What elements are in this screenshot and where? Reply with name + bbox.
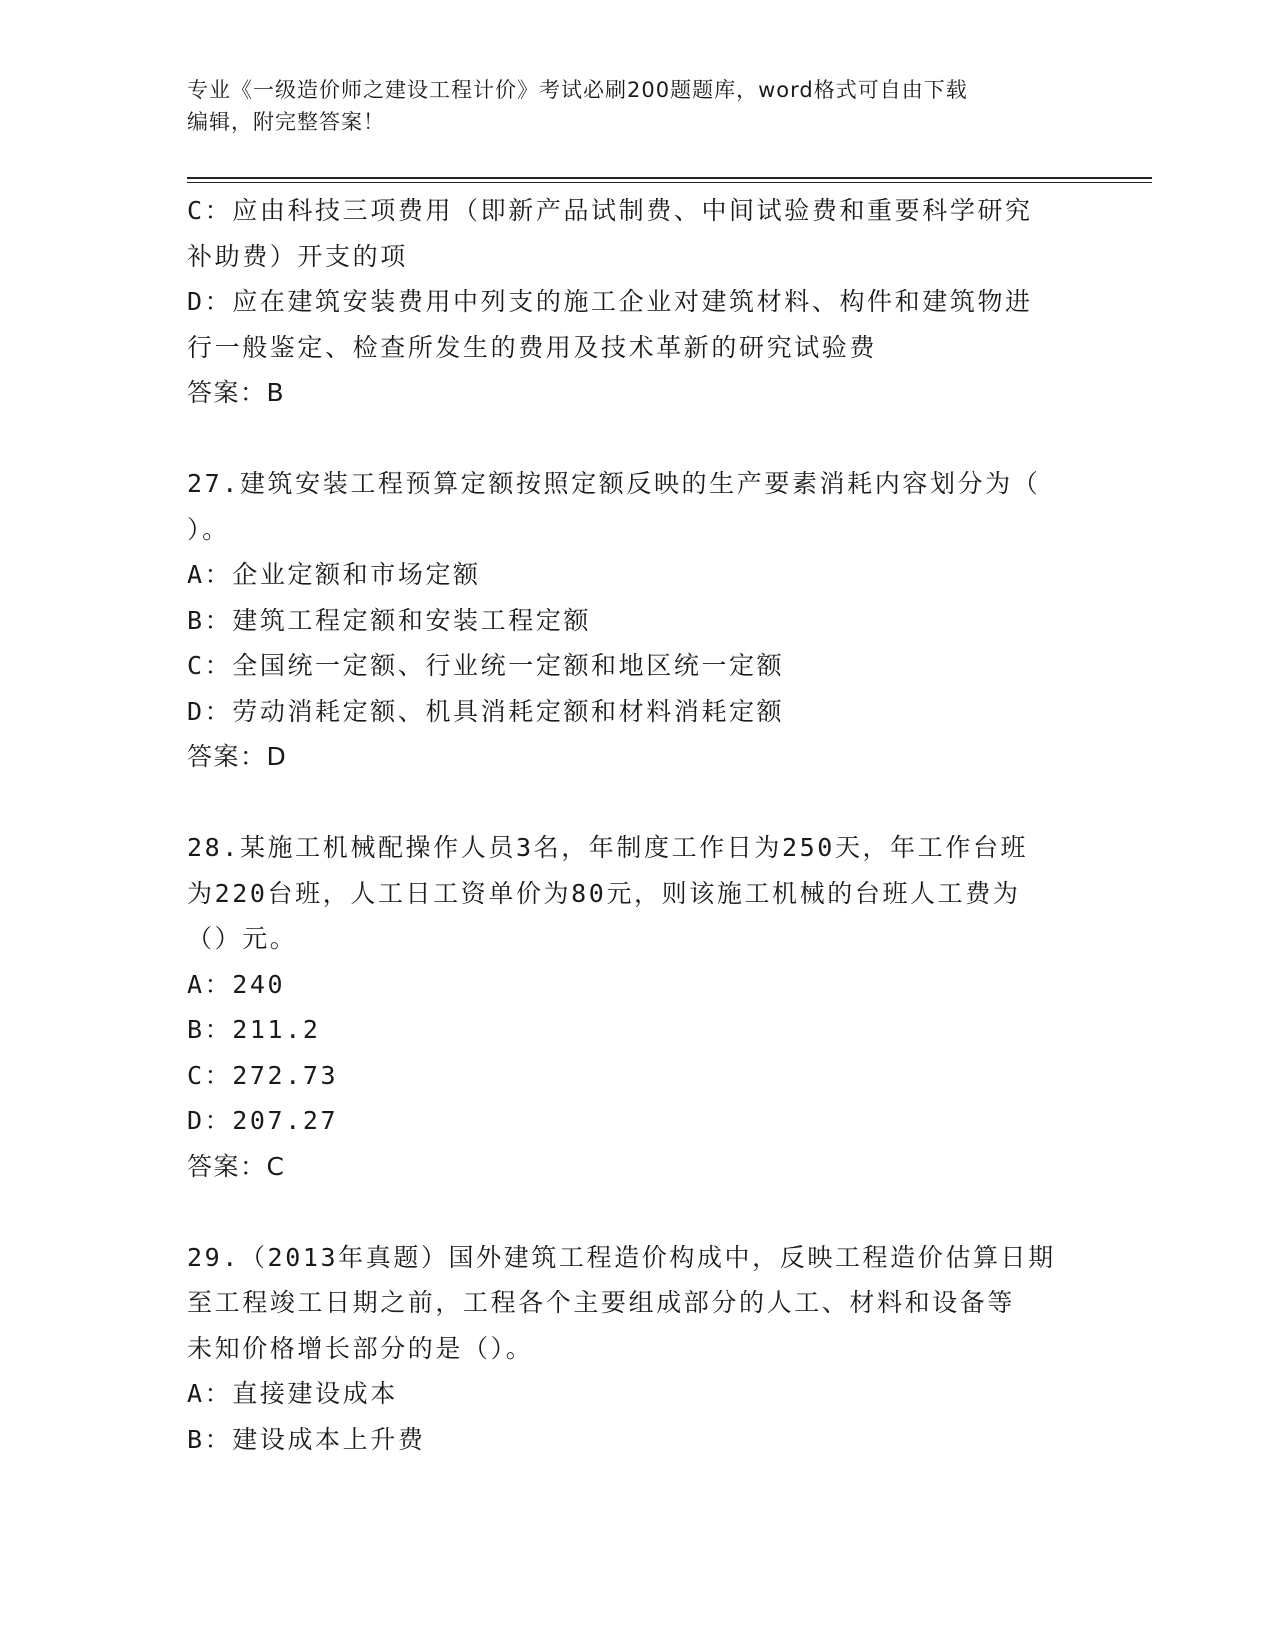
question-stem-line-3: （）元。 <box>187 924 298 953</box>
spacer <box>187 416 1087 462</box>
answer: 答案：C <box>187 1151 286 1181</box>
option-c-line-2: 补助费）开支的项 <box>187 241 408 271</box>
question-29 <box>187 1235 1087 1463</box>
answer: 答案：D <box>187 742 288 771</box>
option-a: A：240 <box>187 969 286 999</box>
header-divider <box>187 177 1152 183</box>
option-d-line-1: D：应在建筑安装费用中列支的施工企业对建筑材料、构件和建筑物进 <box>187 287 1033 316</box>
question-stem-line-3: 未知价格增长部分的是（）。 <box>187 1333 534 1363</box>
option-d: D：207.27 <box>187 1106 339 1135</box>
question-stem-line-2: ）。 <box>187 514 230 544</box>
option-c: C：全国统一定额、行业统一定额和地区统一定额 <box>187 651 785 680</box>
header-title-line-1: 专业《一级造价师之建设工程计价》考试必刷200题题库，word格式可自由下载 <box>187 78 968 102</box>
option-a: A：企业定额和市场定额 <box>187 560 481 589</box>
option-d-line-2: 行一般鉴定、检查所发生的费用及技术革新的研究试验费 <box>187 332 878 362</box>
question-26-tail <box>187 188 1087 416</box>
document-header <box>187 74 1087 138</box>
question-list <box>187 188 1087 1462</box>
answer: 答案：B <box>187 378 286 407</box>
spacer <box>187 1189 1087 1235</box>
spacer <box>187 780 1087 826</box>
question-27 <box>187 461 1087 780</box>
question-stem-line-1: 29.（2013年真题）国外建筑工程造价构成中，反映工程造价估算日期 <box>187 1242 1056 1272</box>
option-d: D：劳动消耗定额、机具消耗定额和材料消耗定额 <box>187 696 785 726</box>
question-stem-line-2: 为220台班，人工日工资单价为80元，则该施工机械的台班人工费为 <box>187 878 1021 908</box>
option-a: A：直接建设成本 <box>187 1379 398 1408</box>
header-title-line-2: 编辑，附完整答案！ <box>187 110 385 134</box>
question-stem-line-1: 27.建筑安装工程预算定额按照定额反映的生产要素消耗内容划分为（ <box>187 469 1041 498</box>
option-c: C：272.73 <box>187 1060 339 1090</box>
option-b: B：建设成本上升费 <box>187 1424 426 1454</box>
question-stem-line-1: 28.某施工机械配操作人员3名，年制度工作日为250天，年工作台班 <box>187 833 1029 862</box>
option-b: B：建筑工程定额和安装工程定额 <box>187 605 592 635</box>
option-b: B：211.2 <box>187 1015 321 1044</box>
question-stem-line-2: 至工程竣工日期之前，工程各个主要组成部分的人工、材料和设备等 <box>187 1288 1016 1317</box>
option-c-line-1: C：应由科技三项费用（即新产品试制费、中间试验费和重要科学研究 <box>187 196 1033 225</box>
question-28 <box>187 825 1087 1189</box>
